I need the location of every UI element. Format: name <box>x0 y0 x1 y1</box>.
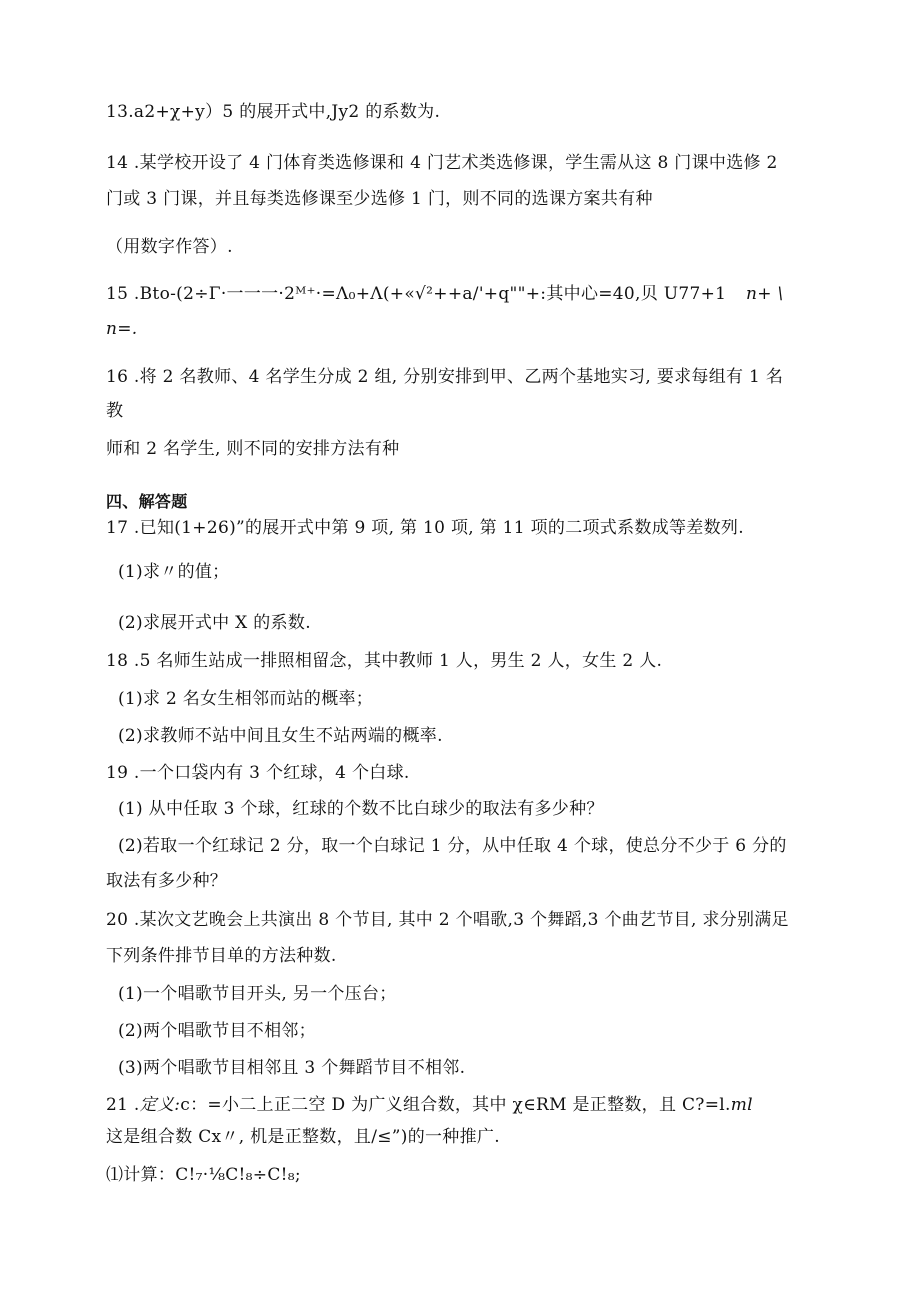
q14-line-3: （用数字作答）. <box>106 237 233 257</box>
q16-line-1: 16 .将 2 名教师、4 名学生分成 2 组, 分别安排到甲、乙两个基地实习, 要求每组有 1 名 <box>106 367 784 387</box>
q18-sub-1: (1)求 2 名女生相邻而站的概率； <box>118 689 374 709</box>
q18-line-1: 18 .5 名师生站成一排照相留念，其中教师 1 人，男生 2 人，女生 2 人. <box>106 651 663 671</box>
q19-sub-2-cont: 取法有多少种？ <box>106 871 228 891</box>
section-heading: 四、解答题 <box>106 492 188 511</box>
q15-line-2: n=. <box>106 319 138 339</box>
q21-definition-label: 定义: <box>139 1095 181 1115</box>
q16-line-2: 教 <box>106 401 124 421</box>
q21-sub-1: ⑴计算：C!₇·⅛C!₈÷C!₈; <box>106 1165 301 1185</box>
q19-sub-1: (1) 从中任取 3 个球，红球的个数不比白球少的取法有多少种？ <box>118 799 604 819</box>
q19-line-1: 19 .一个口袋内有 3 个红球，4 个白球. <box>106 763 410 783</box>
q15-formula-tail: n+ \ <box>745 284 784 304</box>
q21-line-2: 这是组合数 Cx〃, 机是正整数，且/≤”)的一种推广. <box>106 1127 500 1147</box>
q20-line-2: 下列条件排节目单的方法种数. <box>106 946 337 966</box>
q20-sub-1: (1)一个唱歌节目开头, 另一个压台； <box>118 984 397 1004</box>
q21-line-1 <box>106 1093 753 1117</box>
q21-definition-text: c：=小二上正二空 D 为广义组合数，其中 χ∈RM 是正整数，且 C?=l. <box>180 1095 731 1115</box>
q17-sub-2: (2)求展开式中 X 的系数. <box>118 613 311 633</box>
q20-sub-2: (2)两个唱歌节目不相邻； <box>118 1021 316 1041</box>
q17-sub-1: (1)求〃的值； <box>118 562 230 582</box>
q15-line-1 <box>106 282 784 306</box>
q21-number: 21 . <box>106 1095 140 1115</box>
q17-line-1: 17 .已知(1+26)”的展开式中第 9 项, 第 10 项, 第 11 项的二项式系数成等差数列. <box>106 518 744 538</box>
q15-formula: 15 .Bto-(2÷Γ·一一一·2ᴹ⁺·=Λ₀+Λ(+«√²++a/'+q""+:其中心=40,贝 U77+1 <box>106 284 727 304</box>
q19-sub-2: (2)若取一个红球记 2 分，取一个白球记 1 分，从中任取 4 个球，使总分不少于 6 分的 <box>118 836 787 856</box>
q14-line-2: 门或 3 门课，并且每类选修课至少选修 1 门，则不同的选课方案共有种 <box>106 189 653 209</box>
q14-line-1: 14 .某学校开设了 4 门体育类选修课和 4 门艺术类选修课，学生需从这 8 门课中选修 2 <box>106 153 778 173</box>
q13-line: 13.a2+χ+y）5 的展开式中,Jy2 的系数为. <box>106 102 441 122</box>
q20-line-1: 20 .某次文艺晚会上共演出 8 个节目, 其中 2 个唱歌,3 个舞蹈,3 个曲艺节目, 求分别满足 <box>106 910 789 930</box>
q16-line-3: 师和 2 名学生, 则不同的安排方法有种 <box>106 439 400 459</box>
q21-definition-tail: ml <box>730 1095 753 1115</box>
q20-sub-3: (3)两个唱歌节目相邻且 3 个舞蹈节目不相邻. <box>118 1058 466 1078</box>
q18-sub-2: (2)求教师不站中间且女生不站两端的概率. <box>118 726 443 746</box>
